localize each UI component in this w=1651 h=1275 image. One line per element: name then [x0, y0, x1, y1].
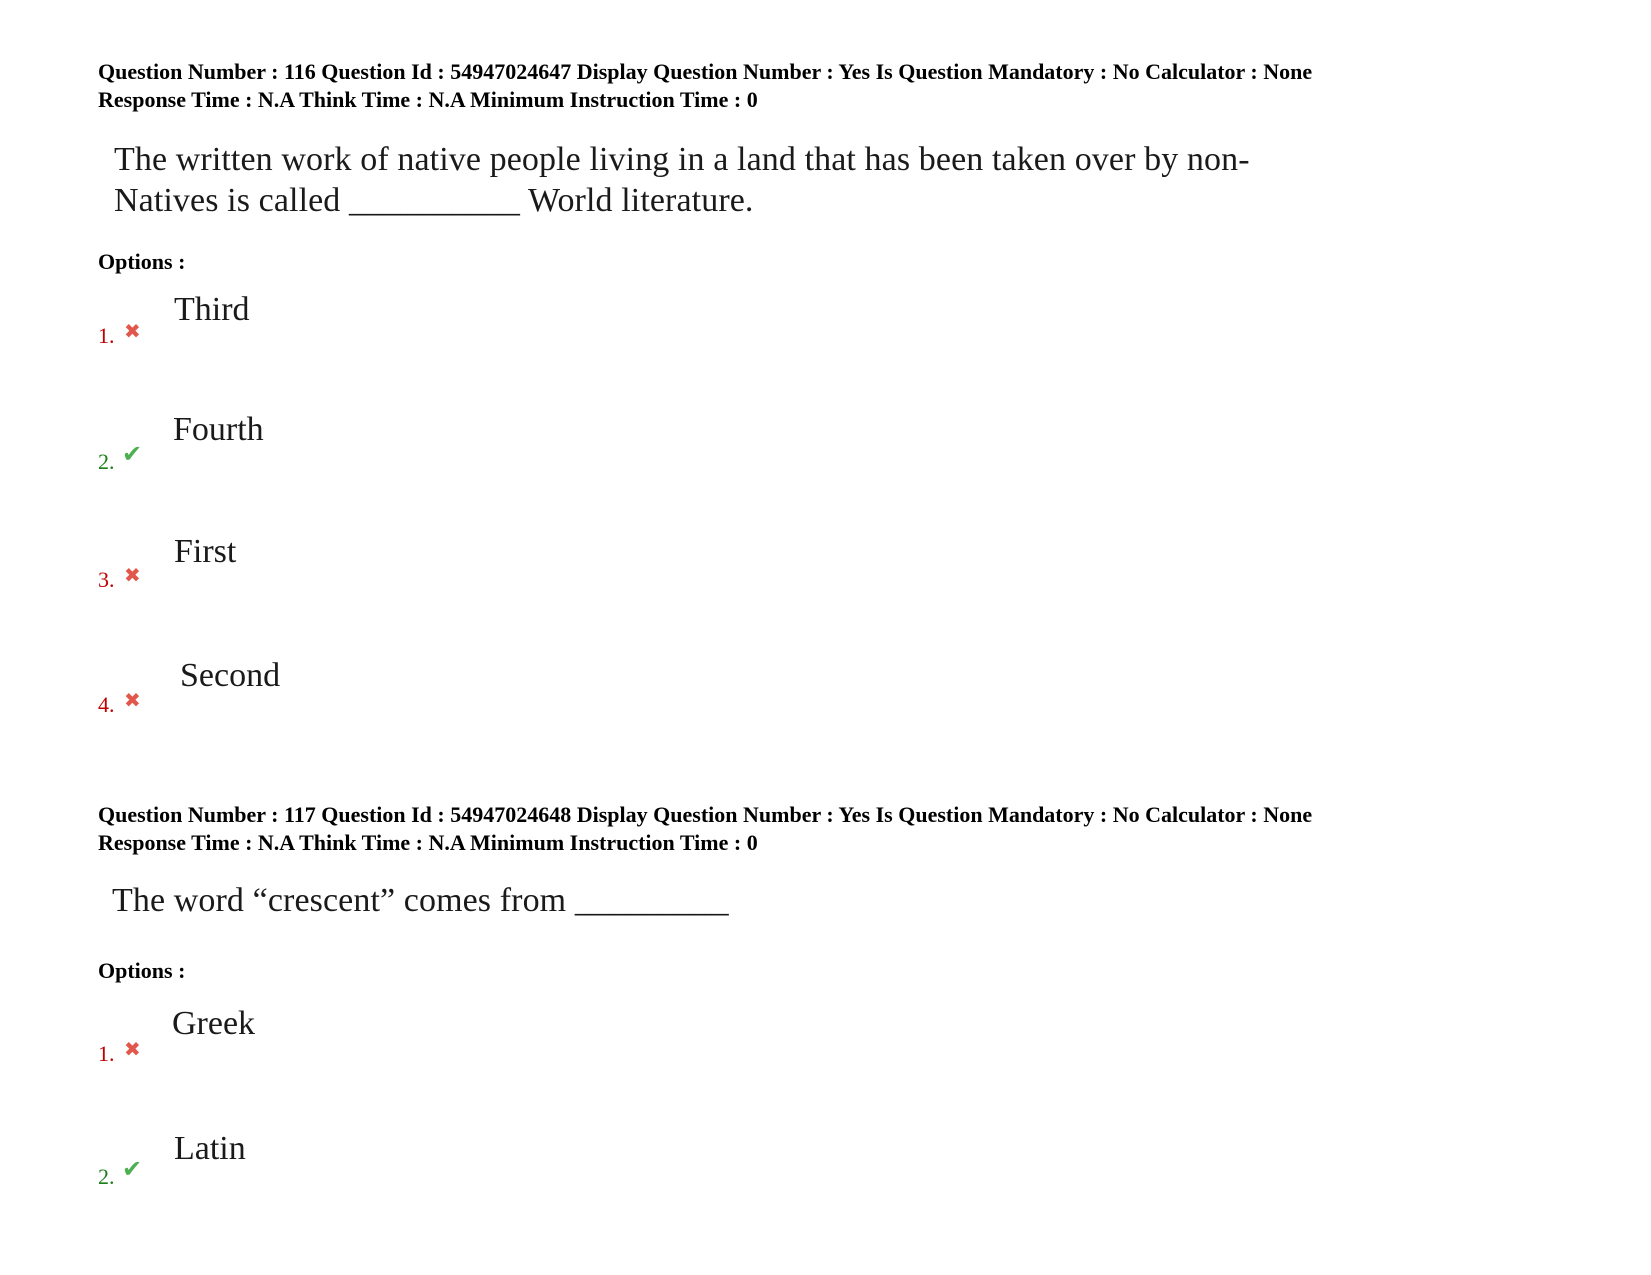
options-label — [98, 957, 1598, 985]
question-meta-line2: Response Time : N.A Think Time : N.A Minimum Instruction Time : 0 — [98, 87, 758, 112]
options-label — [98, 248, 1598, 276]
question-text-line1: The word “crescent” comes from _________ — [112, 882, 729, 919]
option-1[interactable] — [98, 1004, 698, 1074]
option-1[interactable] — [98, 290, 698, 360]
cross-icon: ✖ — [124, 319, 141, 343]
option-number: 1. — [98, 323, 115, 348]
option-text: Greek — [172, 1005, 256, 1042]
option-2[interactable] — [98, 410, 698, 480]
option-number: 1. — [98, 1041, 115, 1066]
option-text: Third — [174, 291, 250, 328]
options-label-text: Options : — [98, 249, 186, 274]
option-number: 3. — [98, 567, 115, 592]
options-label-text: Options : — [98, 958, 186, 983]
option-number: 2. — [98, 1164, 115, 1189]
question-117-text — [98, 880, 1598, 921]
check-icon: ✔ — [122, 440, 143, 468]
option-text: First — [174, 533, 237, 570]
question-meta-line1: Question Number : 117 Question Id : 54947024648 Display Question Number : Yes Is Question Mandatory : No Calculator : None — [98, 802, 1313, 827]
option-text: Fourth — [173, 411, 264, 448]
question-text-line1: The written work of native people living in a land that has been taken over by non- — [114, 141, 1250, 178]
option-number: 2. — [98, 449, 115, 474]
question-meta-line1: Question Number : 116 Question Id : 54947024647 Display Question Number : Yes Is Question Mandatory : No Calculator : None — [98, 59, 1313, 84]
question-117-header — [98, 801, 1598, 857]
check-icon: ✔ — [122, 1155, 143, 1183]
cross-icon: ✖ — [124, 563, 141, 587]
question-meta-line2: Response Time : N.A Think Time : N.A Minimum Instruction Time : 0 — [98, 830, 758, 855]
cross-icon: ✖ — [124, 1037, 141, 1061]
option-4[interactable] — [98, 656, 698, 726]
question-116-text — [98, 139, 1598, 221]
option-text: Second — [180, 657, 281, 694]
option-3[interactable] — [98, 532, 698, 602]
option-text: Latin — [174, 1130, 246, 1167]
question-116-header — [98, 58, 1598, 114]
cross-icon: ✖ — [124, 688, 141, 712]
option-2[interactable] — [98, 1129, 698, 1199]
option-number: 4. — [98, 692, 115, 717]
question-text-line2: Natives is called __________ World literature. — [114, 182, 754, 219]
